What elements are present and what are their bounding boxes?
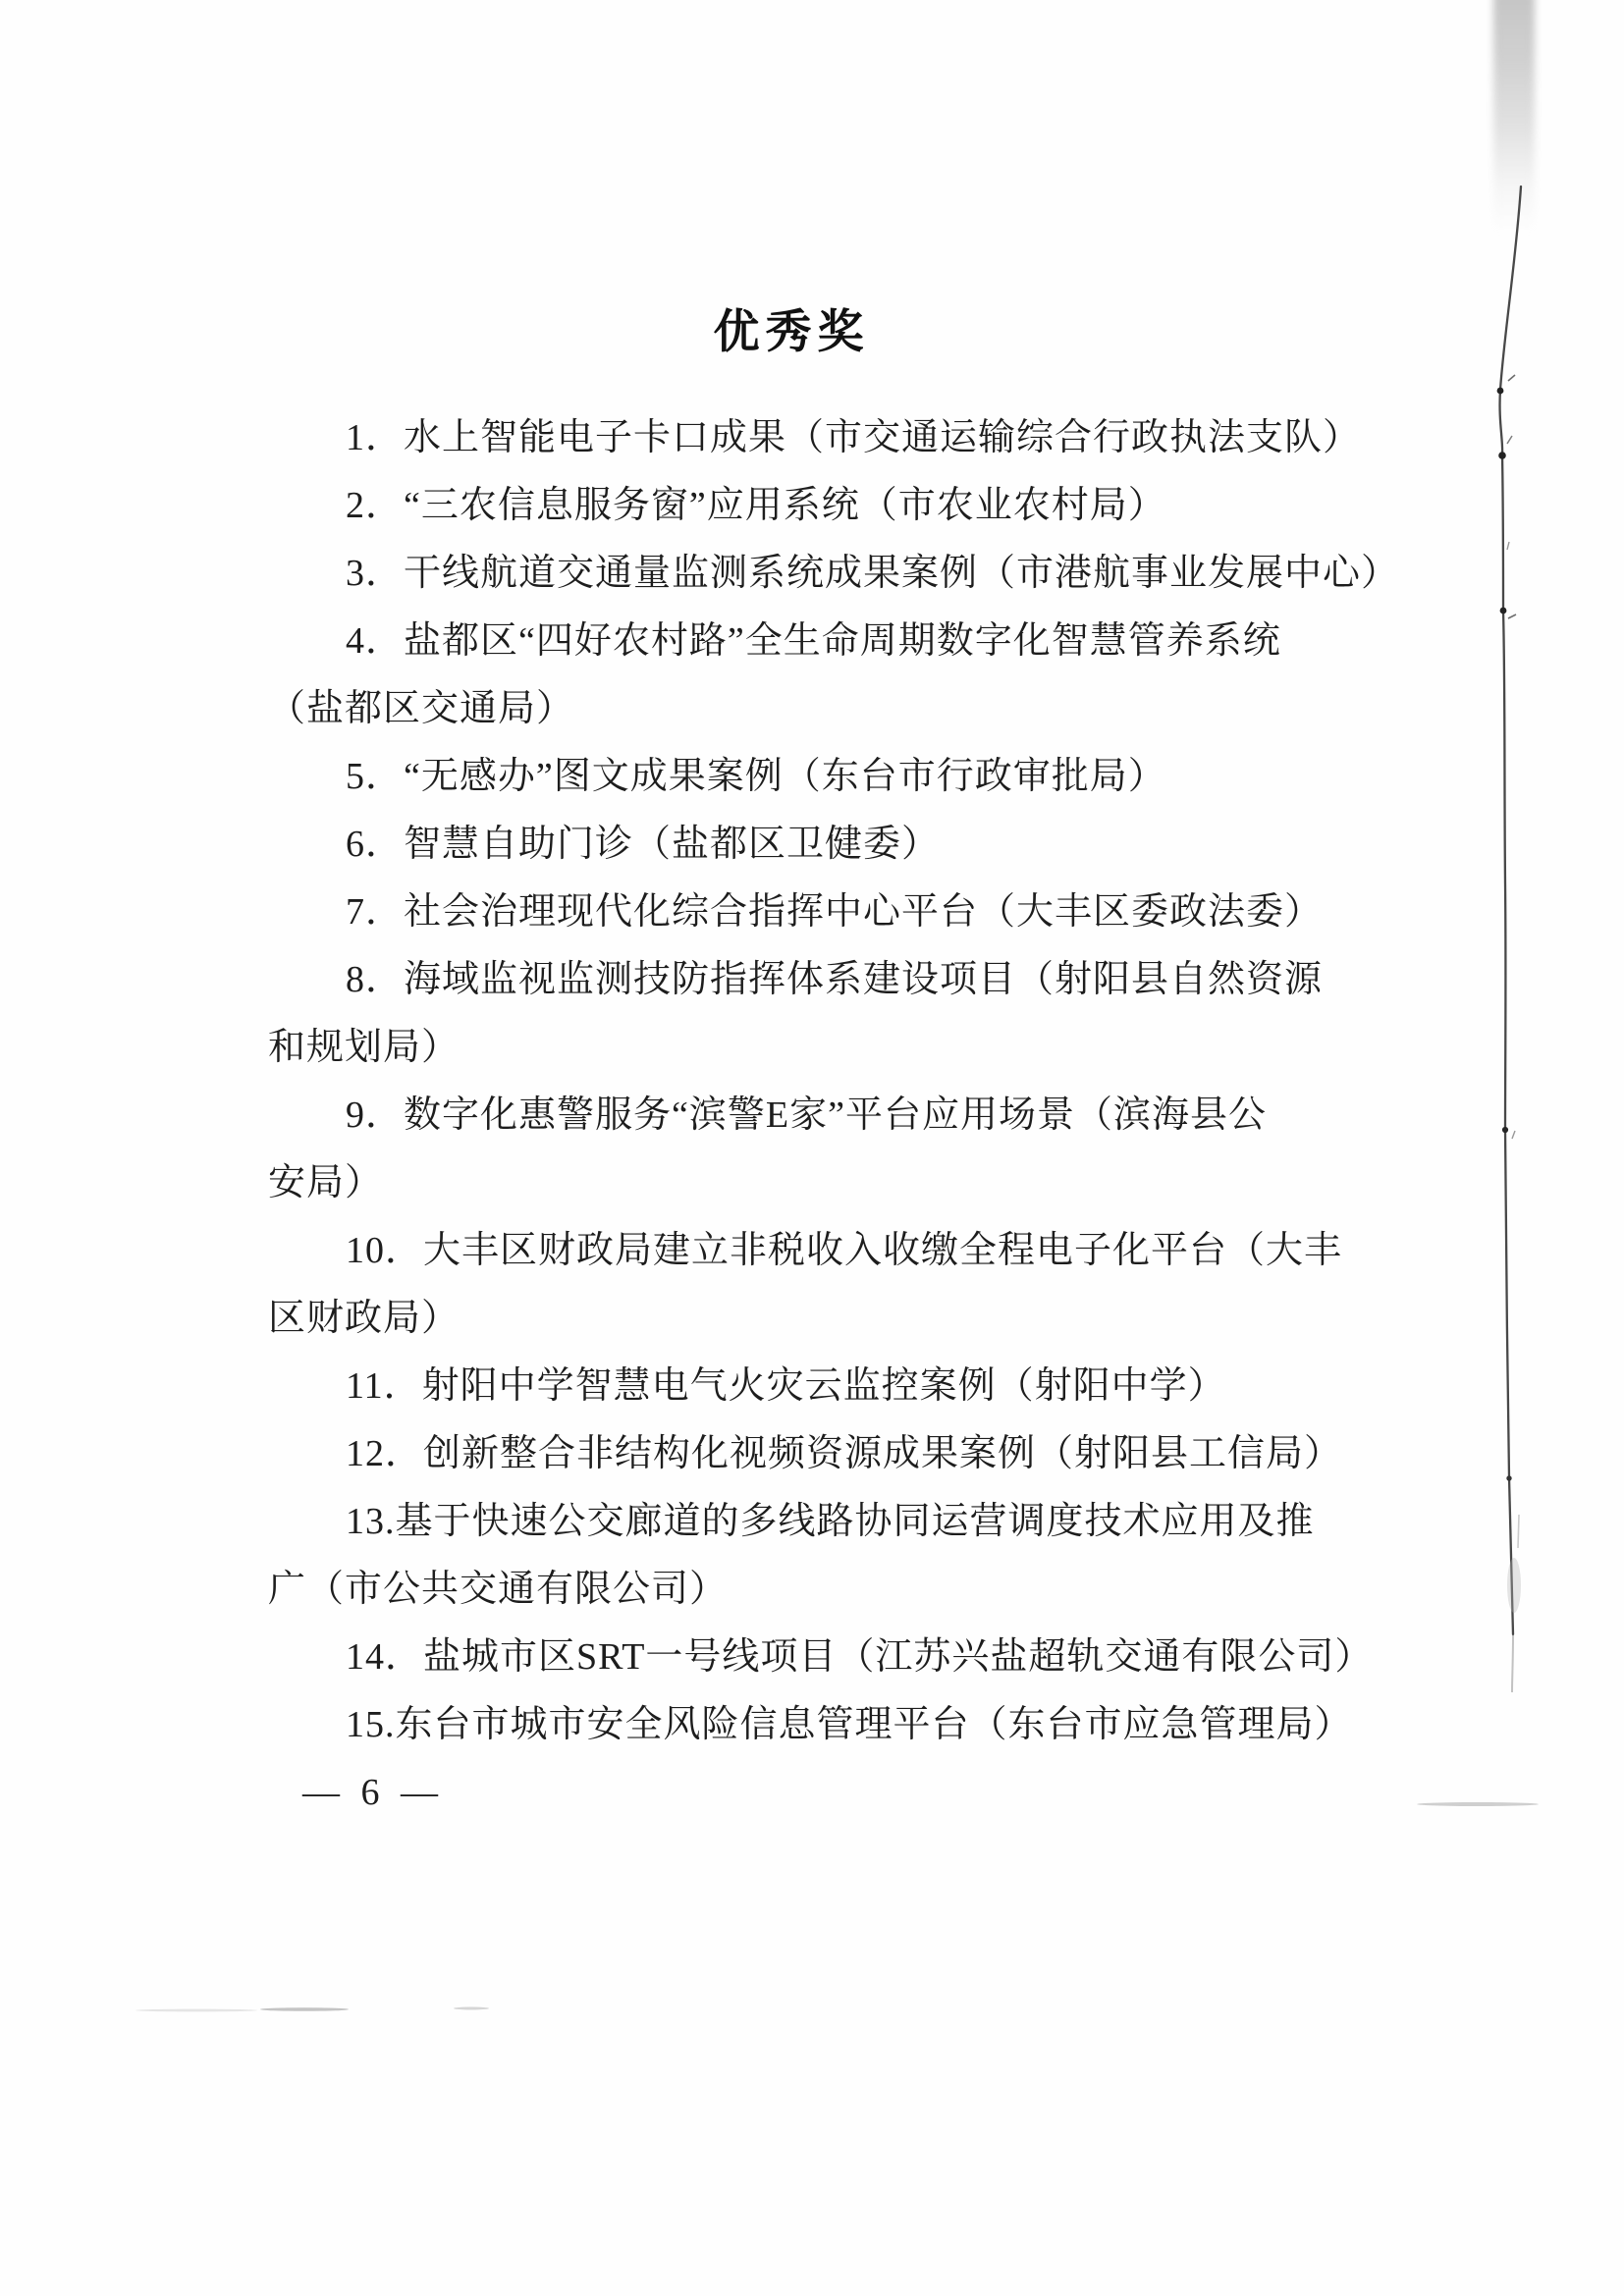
award-item-line-10-cont: 区财政局） bbox=[268, 1298, 460, 1339]
award-item-line-13: 13.基于快速公交廊道的多线路协同运营调度技术应用及推 bbox=[346, 1501, 1315, 1542]
award-item-line-7: 7．社会治理现代化综合指挥中心平台（大丰区委政法委） bbox=[346, 891, 1324, 933]
award-item-line-2: 2．“三农信息服务窗”应用系统（市农业农村局） bbox=[346, 485, 1166, 526]
award-list bbox=[268, 404, 1407, 1759]
award-item-line-6: 6．智慧自助门诊（盐都区卫健委） bbox=[346, 824, 941, 865]
award-item-line-3: 3．干线航道交通量监测系统成果案例（市港航事业发展中心） bbox=[346, 553, 1400, 594]
award-item-line-11: 11．射阳中学智慧电气火灾云监控案例（射阳中学） bbox=[346, 1365, 1226, 1407]
award-item-line-14: 14．盐城市区SRT一号线项目（江苏兴盐超轨交通有限公司） bbox=[346, 1636, 1374, 1678]
award-item-line-1: 1．水上智能电子卡口成果（市交通运输综合行政执法支队） bbox=[346, 417, 1362, 458]
award-item-line-9: 9．数字化惠警服务“滨警E家”平台应用场景（滨海县公 bbox=[346, 1095, 1267, 1136]
award-item-line-12: 12．创新整合非结构化视频资源成果案例（射阳县工信局） bbox=[346, 1433, 1343, 1474]
scan-smudge-band bbox=[1493, 0, 1535, 233]
award-item-line-4-cont: （盐都区交通局） bbox=[268, 688, 575, 729]
page-number: — 6 — bbox=[302, 1772, 440, 1813]
award-item-line-13-cont: 广（市公共交通有限公司） bbox=[268, 1569, 729, 1610]
award-item-line-9-cont: 安局） bbox=[268, 1162, 384, 1203]
page-title: 优秀奖 bbox=[713, 305, 870, 358]
award-item-line-8: 8．海域监视监测技防指挥体系建设项目（射阳县自然资源 bbox=[346, 959, 1324, 1000]
award-item-line-4: 4．盐都区“四好农村路”全生命周期数字化智慧管养系统 bbox=[346, 620, 1281, 662]
award-item-line-10: 10．大丰区财政局建立非税收入收缴全程电子化平台（大丰 bbox=[346, 1230, 1343, 1271]
award-item-line-5: 5．“无感办”图文成果案例（东台市行政审批局） bbox=[346, 756, 1166, 797]
award-item-line-15: 15.东台市城市安全风险信息管理平台（东台市应急管理局） bbox=[346, 1704, 1353, 1745]
award-item-line-8-cont: 和规划局） bbox=[268, 1027, 460, 1068]
